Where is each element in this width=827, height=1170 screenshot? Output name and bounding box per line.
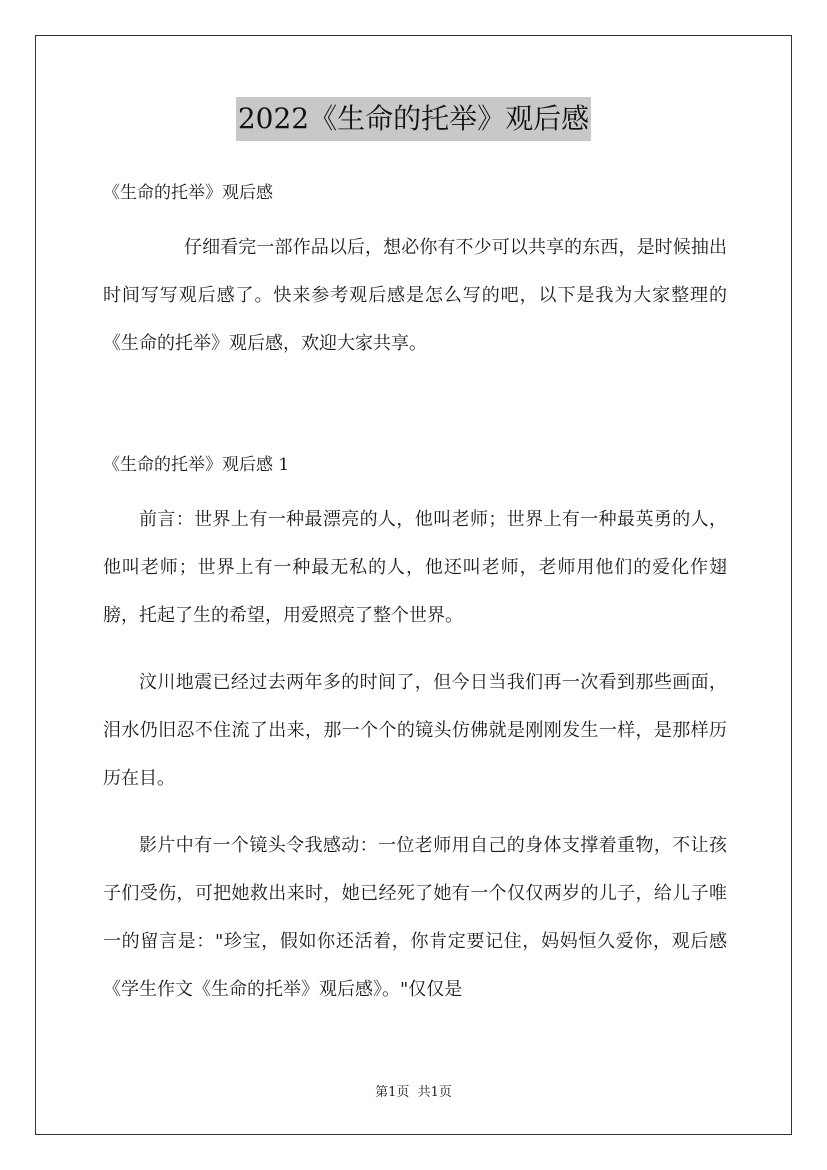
- section-heading: 《生命的托举》观后感 1: [103, 455, 290, 475]
- body-paragraph-3: 影片中有一个镜头令我感动：一位老师用自己的身体支撑着重物，不让孩子们受伤，可把她救出来时，她已经死了她有一个仅仅两岁的儿子，给儿子唯一的留言是："珍宝，假如你还活着，你肯定要记住，妈妈恒久爱你，观后感《学生作文《生命的托举》观后感》。"仅仅是: [103, 835, 727, 1000]
- body-paragraph-1: 前言：世界上有一种最漂亮的人，他叫老师；世界上有一种最英勇的人，他叫老师；世界上有一种最无私的人，他还叫老师，老师用他们的爱化作翅膀，托起了生的希望，用爱照亮了整个世界。: [103, 509, 727, 626]
- document-subtitle: 《生命的托举》观后感: [103, 183, 273, 203]
- title-container: [0, 97, 827, 141]
- intro-paragraph: 仔细看完一部作品以后，想必你有不少可以共享的东西，是时候抽出时间写写观后感了。快来参考观后感是怎么写的吧，以下是我为大家整理的《生命的托举》观后感，欢迎大家共享。: [103, 237, 727, 354]
- document-title: 2022《生命的托举》观后感: [236, 97, 591, 141]
- page-footer: 第1页 共1页: [375, 1085, 452, 1100]
- body-paragraph-2: 汶川地震已经过去两年多的时间了，但今日当我们再一次看到那些画面，泪水仍旧忍不住流了出来，那一个个的镜头仿佛就是刚刚发生一样，是那样历历在目。: [103, 672, 727, 789]
